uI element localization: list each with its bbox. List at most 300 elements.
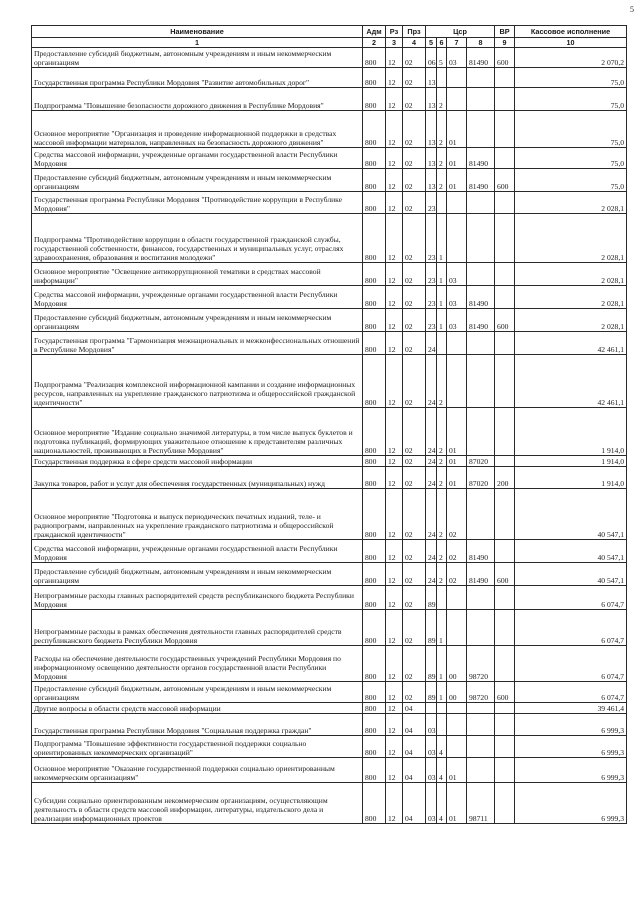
row-rz-cell: 12 xyxy=(386,111,403,148)
row-csr-program-cell: 24 xyxy=(426,456,437,467)
row-amount-cell: 75,0 xyxy=(515,88,627,111)
row-rz-cell: 12 xyxy=(386,48,403,68)
row-csr-subprogram-cell: 2 xyxy=(437,408,447,456)
col-number: 9 xyxy=(495,38,515,48)
table-row xyxy=(32,736,627,758)
row-csr-direction-cell: 81490 xyxy=(467,148,495,169)
row-adm-cell: 800 xyxy=(363,309,386,332)
header-csr: Цср xyxy=(426,26,495,38)
row-name-cell: Средства массовой информации, учрежденные органами государственной власти Республики Мордовия xyxy=(32,286,363,309)
row-prz-cell: 02 xyxy=(403,610,426,646)
row-csr-event-cell: 02 xyxy=(447,563,467,586)
row-vr-cell: 600 xyxy=(495,48,515,68)
row-adm-cell: 800 xyxy=(363,540,386,563)
row-rz-cell: 12 xyxy=(386,263,403,286)
row-name-cell: Основное мероприятие "Оказание государственной поддержки социально ориентированным некоммерческим организациям" xyxy=(32,758,363,783)
row-csr-subprogram-cell xyxy=(437,192,447,214)
row-prz-cell: 02 xyxy=(403,489,426,540)
row-vr-cell xyxy=(495,540,515,563)
row-prz-cell: 04 xyxy=(403,783,426,824)
row-prz-cell: 02 xyxy=(403,646,426,682)
row-vr-cell: 600 xyxy=(495,169,515,192)
row-csr-program-cell: 24 xyxy=(426,332,437,355)
row-csr-subprogram-cell xyxy=(437,714,447,736)
row-amount-cell: 75,0 xyxy=(515,148,627,169)
row-adm-cell: 800 xyxy=(363,563,386,586)
row-rz-cell: 12 xyxy=(386,736,403,758)
row-adm-cell: 800 xyxy=(363,355,386,408)
row-adm-cell: 800 xyxy=(363,758,386,783)
row-vr-cell xyxy=(495,703,515,714)
row-csr-direction-cell: 81490 xyxy=(467,48,495,68)
row-amount-cell: 40 547,1 xyxy=(515,563,627,586)
row-csr-program-cell: 23 xyxy=(426,286,437,309)
row-csr-program-cell: 89 xyxy=(426,610,437,646)
row-name-cell: Государственная программа Республики Мордовия "Противодействие коррупции в Республике Мордовия" xyxy=(32,192,363,214)
row-csr-direction-cell xyxy=(467,758,495,783)
row-rz-cell: 12 xyxy=(386,682,403,703)
row-name-cell: Предоставление субсидий бюджетным, автономным учреждениям и иным некоммерческим организациям xyxy=(32,563,363,586)
row-adm-cell: 800 xyxy=(363,111,386,148)
row-prz-cell: 02 xyxy=(403,456,426,467)
row-adm-cell: 800 xyxy=(363,489,386,540)
row-rz-cell: 12 xyxy=(386,783,403,824)
row-rz-cell: 12 xyxy=(386,467,403,489)
row-adm-cell: 800 xyxy=(363,714,386,736)
header-amount: Кассовое исполнение xyxy=(515,26,627,38)
table-row xyxy=(32,263,627,286)
row-csr-program-cell: 06 xyxy=(426,48,437,68)
row-csr-event-cell xyxy=(447,88,467,111)
col-number: 3 xyxy=(386,38,403,48)
row-csr-program-cell: 24 xyxy=(426,489,437,540)
row-csr-event-cell: 03 xyxy=(447,309,467,332)
row-vr-cell xyxy=(495,714,515,736)
row-csr-subprogram-cell: 2 xyxy=(437,563,447,586)
row-vr-cell xyxy=(495,586,515,610)
row-prz-cell: 02 xyxy=(403,586,426,610)
row-rz-cell: 12 xyxy=(386,169,403,192)
row-vr-cell xyxy=(495,192,515,214)
row-csr-program-cell: 89 xyxy=(426,682,437,703)
row-amount-cell: 6 999,3 xyxy=(515,783,627,824)
row-vr-cell: 200 xyxy=(495,467,515,489)
row-amount-cell: 75,0 xyxy=(515,68,627,88)
row-adm-cell: 800 xyxy=(363,703,386,714)
row-rz-cell: 12 xyxy=(386,563,403,586)
table-row xyxy=(32,758,627,783)
row-csr-program-cell: 24 xyxy=(426,540,437,563)
table-row xyxy=(32,286,627,309)
row-csr-event-cell: 03 xyxy=(447,286,467,309)
row-prz-cell: 02 xyxy=(403,88,426,111)
row-csr-event-cell: 02 xyxy=(447,489,467,540)
table-row xyxy=(32,309,627,332)
row-csr-program-cell: 24 xyxy=(426,355,437,408)
row-prz-cell: 04 xyxy=(403,703,426,714)
row-csr-subprogram-cell xyxy=(437,332,447,355)
row-csr-event-cell xyxy=(447,214,467,263)
row-csr-event-cell xyxy=(447,703,467,714)
row-amount-cell: 2 070,2 xyxy=(515,48,627,68)
row-csr-direction-cell xyxy=(467,703,495,714)
table-row xyxy=(32,355,627,408)
row-adm-cell: 800 xyxy=(363,467,386,489)
table-row xyxy=(32,714,627,736)
row-amount-cell: 6 074,7 xyxy=(515,646,627,682)
row-csr-event-cell: 01 xyxy=(447,111,467,148)
row-adm-cell: 800 xyxy=(363,88,386,111)
row-name-cell: Подпрограмма "Реализация комплексной информационной кампании и создание информационных ресурсов, направленных на укрепление гражданского патриотизма и общероссийской гражданской идентичности" xyxy=(32,355,363,408)
row-prz-cell: 02 xyxy=(403,148,426,169)
header-rz: Рз xyxy=(386,26,403,38)
row-csr-program-cell: 23 xyxy=(426,263,437,286)
row-amount-cell: 1 914,0 xyxy=(515,456,627,467)
column-number-row xyxy=(32,38,627,48)
row-vr-cell xyxy=(495,148,515,169)
table-row xyxy=(32,111,627,148)
row-csr-direction-cell xyxy=(467,332,495,355)
row-csr-program-cell: 13 xyxy=(426,111,437,148)
row-csr-subprogram-cell xyxy=(437,703,447,714)
row-csr-direction-cell xyxy=(467,586,495,610)
row-name-cell: Подпрограмма "Повышение безопасности дорожного движения в Республике Мордовия" xyxy=(32,88,363,111)
row-csr-subprogram-cell: 1 xyxy=(437,263,447,286)
row-vr-cell xyxy=(495,456,515,467)
row-csr-direction-cell: 81490 xyxy=(467,286,495,309)
row-csr-direction-cell: 81490 xyxy=(467,540,495,563)
header-name: Наименование xyxy=(32,26,363,38)
row-csr-program-cell: 23 xyxy=(426,309,437,332)
row-vr-cell xyxy=(495,783,515,824)
row-adm-cell: 800 xyxy=(363,48,386,68)
row-vr-cell xyxy=(495,332,515,355)
row-prz-cell: 02 xyxy=(403,682,426,703)
row-prz-cell: 04 xyxy=(403,714,426,736)
row-csr-event-cell xyxy=(447,332,467,355)
row-csr-program-cell: 03 xyxy=(426,783,437,824)
row-vr-cell xyxy=(495,736,515,758)
col-number: 4 xyxy=(403,38,426,48)
row-prz-cell: 02 xyxy=(403,68,426,88)
row-csr-direction-cell xyxy=(467,214,495,263)
row-csr-direction-cell: 98720 xyxy=(467,646,495,682)
row-prz-cell: 02 xyxy=(403,111,426,148)
row-adm-cell: 800 xyxy=(363,263,386,286)
table-row xyxy=(32,214,627,263)
row-csr-subprogram-cell: 2 xyxy=(437,148,447,169)
row-adm-cell: 800 xyxy=(363,586,386,610)
row-csr-direction-cell: 81490 xyxy=(467,563,495,586)
row-csr-direction-cell: 81490 xyxy=(467,309,495,332)
row-vr-cell xyxy=(495,610,515,646)
row-adm-cell: 800 xyxy=(363,214,386,263)
row-amount-cell: 2 028,1 xyxy=(515,309,627,332)
row-csr-direction-cell: 98711 xyxy=(467,783,495,824)
header-row xyxy=(32,26,627,38)
row-csr-subprogram-cell: 2 xyxy=(437,88,447,111)
row-csr-subprogram-cell: 2 xyxy=(437,467,447,489)
row-prz-cell: 02 xyxy=(403,540,426,563)
row-adm-cell: 800 xyxy=(363,192,386,214)
table-row xyxy=(32,586,627,610)
row-csr-direction-cell xyxy=(467,736,495,758)
table-row xyxy=(32,88,627,111)
col-number: 2 xyxy=(363,38,386,48)
col-number: 7 xyxy=(447,38,467,48)
row-rz-cell: 12 xyxy=(386,586,403,610)
row-adm-cell: 800 xyxy=(363,148,386,169)
row-rz-cell: 12 xyxy=(386,148,403,169)
row-csr-program-cell xyxy=(426,703,437,714)
row-csr-subprogram-cell: 4 xyxy=(437,736,447,758)
row-prz-cell: 02 xyxy=(403,263,426,286)
row-csr-program-cell: 13 xyxy=(426,68,437,88)
row-prz-cell: 02 xyxy=(403,169,426,192)
header-vr: ВР xyxy=(495,26,515,38)
row-csr-direction-cell: 87020 xyxy=(467,467,495,489)
row-amount-cell: 2 028,1 xyxy=(515,214,627,263)
row-csr-event-cell xyxy=(447,714,467,736)
row-adm-cell: 800 xyxy=(363,332,386,355)
row-name-cell: Государственная программа Республики Мордовия "Социальная поддержка граждан" xyxy=(32,714,363,736)
row-csr-event-cell: 00 xyxy=(447,646,467,682)
row-rz-cell: 12 xyxy=(386,489,403,540)
table-row xyxy=(32,169,627,192)
row-csr-event-cell xyxy=(447,68,467,88)
row-adm-cell: 800 xyxy=(363,783,386,824)
row-name-cell: Другие вопросы в области средств массовой информации xyxy=(32,703,363,714)
row-rz-cell: 12 xyxy=(386,610,403,646)
row-csr-program-cell: 24 xyxy=(426,408,437,456)
col-number: 5 xyxy=(426,38,437,48)
row-rz-cell: 12 xyxy=(386,192,403,214)
row-csr-event-cell: 01 xyxy=(447,783,467,824)
row-name-cell: Предоставление субсидий бюджетным, автономным учреждениям и иным некоммерческим организациям xyxy=(32,682,363,703)
row-csr-direction-cell: 87020 xyxy=(467,456,495,467)
row-rz-cell: 12 xyxy=(386,540,403,563)
row-csr-direction-cell xyxy=(467,192,495,214)
row-amount-cell: 6 074,7 xyxy=(515,682,627,703)
row-adm-cell: 800 xyxy=(363,408,386,456)
row-csr-program-cell: 89 xyxy=(426,586,437,610)
row-name-cell: Основное мероприятие "Подготовка и выпуск периодических печатных изданий, теле- и радиопрограмм, направленных на укрепление гражданского патриотизма и общероссийской гражданской идентичности" xyxy=(32,489,363,540)
row-csr-event-cell: 03 xyxy=(447,48,467,68)
row-rz-cell: 12 xyxy=(386,714,403,736)
row-csr-event-cell: 01 xyxy=(447,467,467,489)
row-name-cell: Государственная программа "Гармонизация межнациональных и межконфессиональных отношений в Республике Мордовия" xyxy=(32,332,363,355)
row-csr-direction-cell xyxy=(467,408,495,456)
row-adm-cell: 800 xyxy=(363,682,386,703)
row-csr-event-cell: 01 xyxy=(447,456,467,467)
table-row xyxy=(32,646,627,682)
table-row xyxy=(32,682,627,703)
row-vr-cell xyxy=(495,408,515,456)
row-csr-event-cell xyxy=(447,192,467,214)
table-row xyxy=(32,68,627,88)
row-csr-event-cell xyxy=(447,586,467,610)
row-vr-cell xyxy=(495,758,515,783)
row-prz-cell: 04 xyxy=(403,758,426,783)
row-name-cell: Непрограммные расходы главных распорядителей средств республиканского бюджета Республики Мордовия xyxy=(32,586,363,610)
row-csr-direction-cell xyxy=(467,610,495,646)
table-row xyxy=(32,467,627,489)
header-prz: Прз xyxy=(403,26,426,38)
row-name-cell: Предоставление субсидий бюджетным, автономным учреждениям и иным некоммерческим организациям xyxy=(32,309,363,332)
row-csr-subprogram-cell: 1 xyxy=(437,646,447,682)
row-amount-cell: 1 914,0 xyxy=(515,408,627,456)
table-row xyxy=(32,489,627,540)
row-prz-cell: 02 xyxy=(403,467,426,489)
table-row xyxy=(32,703,627,714)
row-prz-cell: 02 xyxy=(403,355,426,408)
row-csr-direction-cell: 98720 xyxy=(467,682,495,703)
row-csr-event-cell xyxy=(447,610,467,646)
row-adm-cell: 800 xyxy=(363,286,386,309)
row-prz-cell: 02 xyxy=(403,286,426,309)
table-row xyxy=(32,783,627,824)
row-rz-cell: 12 xyxy=(386,408,403,456)
row-name-cell: Предоставление субсидий бюджетным, автономным учреждениям и иным некоммерческим организациям xyxy=(32,169,363,192)
row-rz-cell: 12 xyxy=(386,355,403,408)
row-csr-program-cell: 89 xyxy=(426,646,437,682)
row-amount-cell: 6 999,3 xyxy=(515,714,627,736)
row-vr-cell xyxy=(495,214,515,263)
table-row xyxy=(32,48,627,68)
row-csr-program-cell: 24 xyxy=(426,467,437,489)
row-amount-cell: 2 028,1 xyxy=(515,286,627,309)
row-amount-cell: 75,0 xyxy=(515,111,627,148)
row-csr-subprogram-cell: 4 xyxy=(437,783,447,824)
row-rz-cell: 12 xyxy=(386,286,403,309)
row-prz-cell: 02 xyxy=(403,309,426,332)
row-rz-cell: 12 xyxy=(386,309,403,332)
row-vr-cell xyxy=(495,646,515,682)
table-row xyxy=(32,563,627,586)
row-csr-subprogram-cell: 2 xyxy=(437,540,447,563)
row-amount-cell: 75,0 xyxy=(515,169,627,192)
row-rz-cell: 12 xyxy=(386,88,403,111)
table-row xyxy=(32,456,627,467)
row-vr-cell: 600 xyxy=(495,682,515,703)
row-csr-direction-cell xyxy=(467,68,495,88)
row-rz-cell: 12 xyxy=(386,646,403,682)
row-csr-direction-cell xyxy=(467,111,495,148)
row-name-cell: Основное мероприятие "Издание социально значимой литературы, в том числе выпуск буклетов и подготовка публикаций, формирующих уважительное отношение к представителям различных национальностей, проживающих в Республике Мордовия" xyxy=(32,408,363,456)
row-csr-direction-cell: 81490 xyxy=(467,169,495,192)
row-csr-subprogram-cell: 1 xyxy=(437,682,447,703)
row-adm-cell: 800 xyxy=(363,68,386,88)
row-amount-cell: 40 547,1 xyxy=(515,540,627,563)
row-amount-cell: 42 461,1 xyxy=(515,355,627,408)
budget-execution-table xyxy=(31,25,627,824)
row-name-cell: Средства массовой информации, учрежденные органами государственной власти Республики Мордовия xyxy=(32,540,363,563)
row-rz-cell: 12 xyxy=(386,456,403,467)
row-name-cell: Непрограммные расходы в рамках обеспечения деятельности главных распорядителей средств республиканского бюджета Республики Мордовия xyxy=(32,610,363,646)
row-csr-subprogram-cell: 1 xyxy=(437,214,447,263)
row-csr-event-cell: 01 xyxy=(447,169,467,192)
row-csr-direction-cell xyxy=(467,263,495,286)
row-csr-subprogram-cell: 2 xyxy=(437,169,447,192)
row-name-cell: Средства массовой информации, учрежденные органами государственной власти Республики Мордовия xyxy=(32,148,363,169)
row-prz-cell: 02 xyxy=(403,332,426,355)
row-rz-cell: 12 xyxy=(386,703,403,714)
row-csr-program-cell: 24 xyxy=(426,563,437,586)
row-prz-cell: 02 xyxy=(403,563,426,586)
table-row xyxy=(32,192,627,214)
row-csr-direction-cell xyxy=(467,88,495,111)
table-row xyxy=(32,540,627,563)
row-csr-subprogram-cell: 2 xyxy=(437,456,447,467)
row-vr-cell xyxy=(495,263,515,286)
row-csr-event-cell: 01 xyxy=(447,408,467,456)
row-amount-cell: 40 547,1 xyxy=(515,489,627,540)
row-vr-cell: 600 xyxy=(495,563,515,586)
row-rz-cell: 12 xyxy=(386,214,403,263)
row-csr-event-cell: 01 xyxy=(447,148,467,169)
row-amount-cell: 39 461,4 xyxy=(515,703,627,714)
col-number: 6 xyxy=(437,38,447,48)
row-csr-event-cell xyxy=(447,355,467,408)
page-number: 5 xyxy=(630,5,634,14)
row-csr-direction-cell xyxy=(467,489,495,540)
row-rz-cell: 12 xyxy=(386,758,403,783)
row-csr-event-cell: 03 xyxy=(447,263,467,286)
row-name-cell: Подпрограмма "Противодействие коррупции в области государственной гражданской службы, государственной собственности, финансов, государственных и муниципальных услуг, отраслях здравоохранения, образования и воспитания молодежи" xyxy=(32,214,363,263)
row-csr-subprogram-cell xyxy=(437,586,447,610)
table-row xyxy=(32,610,627,646)
row-csr-program-cell: 23 xyxy=(426,192,437,214)
row-name-cell: Государственная поддержка в сфере средств массовой информации xyxy=(32,456,363,467)
row-csr-program-cell: 03 xyxy=(426,736,437,758)
col-number: 1 xyxy=(32,38,363,48)
row-csr-program-cell: 03 xyxy=(426,758,437,783)
row-name-cell: Подпрограмма "Повышение эффективности государственной поддержки социально ориентированных некоммерческих организаций" xyxy=(32,736,363,758)
row-csr-direction-cell xyxy=(467,714,495,736)
row-csr-subprogram-cell: 1 xyxy=(437,610,447,646)
row-csr-event-cell: 02 xyxy=(447,540,467,563)
row-csr-program-cell: 13 xyxy=(426,169,437,192)
row-adm-cell: 800 xyxy=(363,610,386,646)
row-vr-cell xyxy=(495,286,515,309)
table-row xyxy=(32,408,627,456)
row-csr-event-cell: 00 xyxy=(447,682,467,703)
row-prz-cell: 02 xyxy=(403,48,426,68)
row-name-cell: Основное мероприятие "Освещение антикоррупционной тематики в средствах массовой информации" xyxy=(32,263,363,286)
row-vr-cell xyxy=(495,68,515,88)
row-csr-subprogram-cell: 2 xyxy=(437,355,447,408)
row-csr-direction-cell xyxy=(467,355,495,408)
row-csr-subprogram-cell: 1 xyxy=(437,286,447,309)
row-adm-cell: 800 xyxy=(363,169,386,192)
row-vr-cell xyxy=(495,88,515,111)
col-number: 10 xyxy=(515,38,627,48)
row-vr-cell xyxy=(495,355,515,408)
row-csr-program-cell: 13 xyxy=(426,148,437,169)
row-amount-cell: 6 074,7 xyxy=(515,586,627,610)
row-adm-cell: 800 xyxy=(363,456,386,467)
row-csr-subprogram-cell: 1 xyxy=(437,309,447,332)
row-csr-subprogram-cell: 5 xyxy=(437,48,447,68)
row-name-cell: Предоставление субсидий бюджетным, автономным учреждениям и иным некоммерческим организациям xyxy=(32,48,363,68)
row-amount-cell: 6 074,7 xyxy=(515,610,627,646)
row-amount-cell: 42 461,1 xyxy=(515,332,627,355)
row-rz-cell: 12 xyxy=(386,68,403,88)
row-name-cell: Субсидии социально ориентированным некоммерческим организациям, осуществляющим деятельность в области средств массовой информации, литературы, издательского дела и реализации информационных проектов xyxy=(32,783,363,824)
row-name-cell: Закупка товаров, работ и услуг для обеспечения государственных (муниципальных) нужд xyxy=(32,467,363,489)
row-name-cell: Расходы на обеспечение деятельности государственных учреждений Республики Мордовия по информационному освещению деятельности органов государственной власти Республики Мордовия xyxy=(32,646,363,682)
row-prz-cell: 02 xyxy=(403,214,426,263)
